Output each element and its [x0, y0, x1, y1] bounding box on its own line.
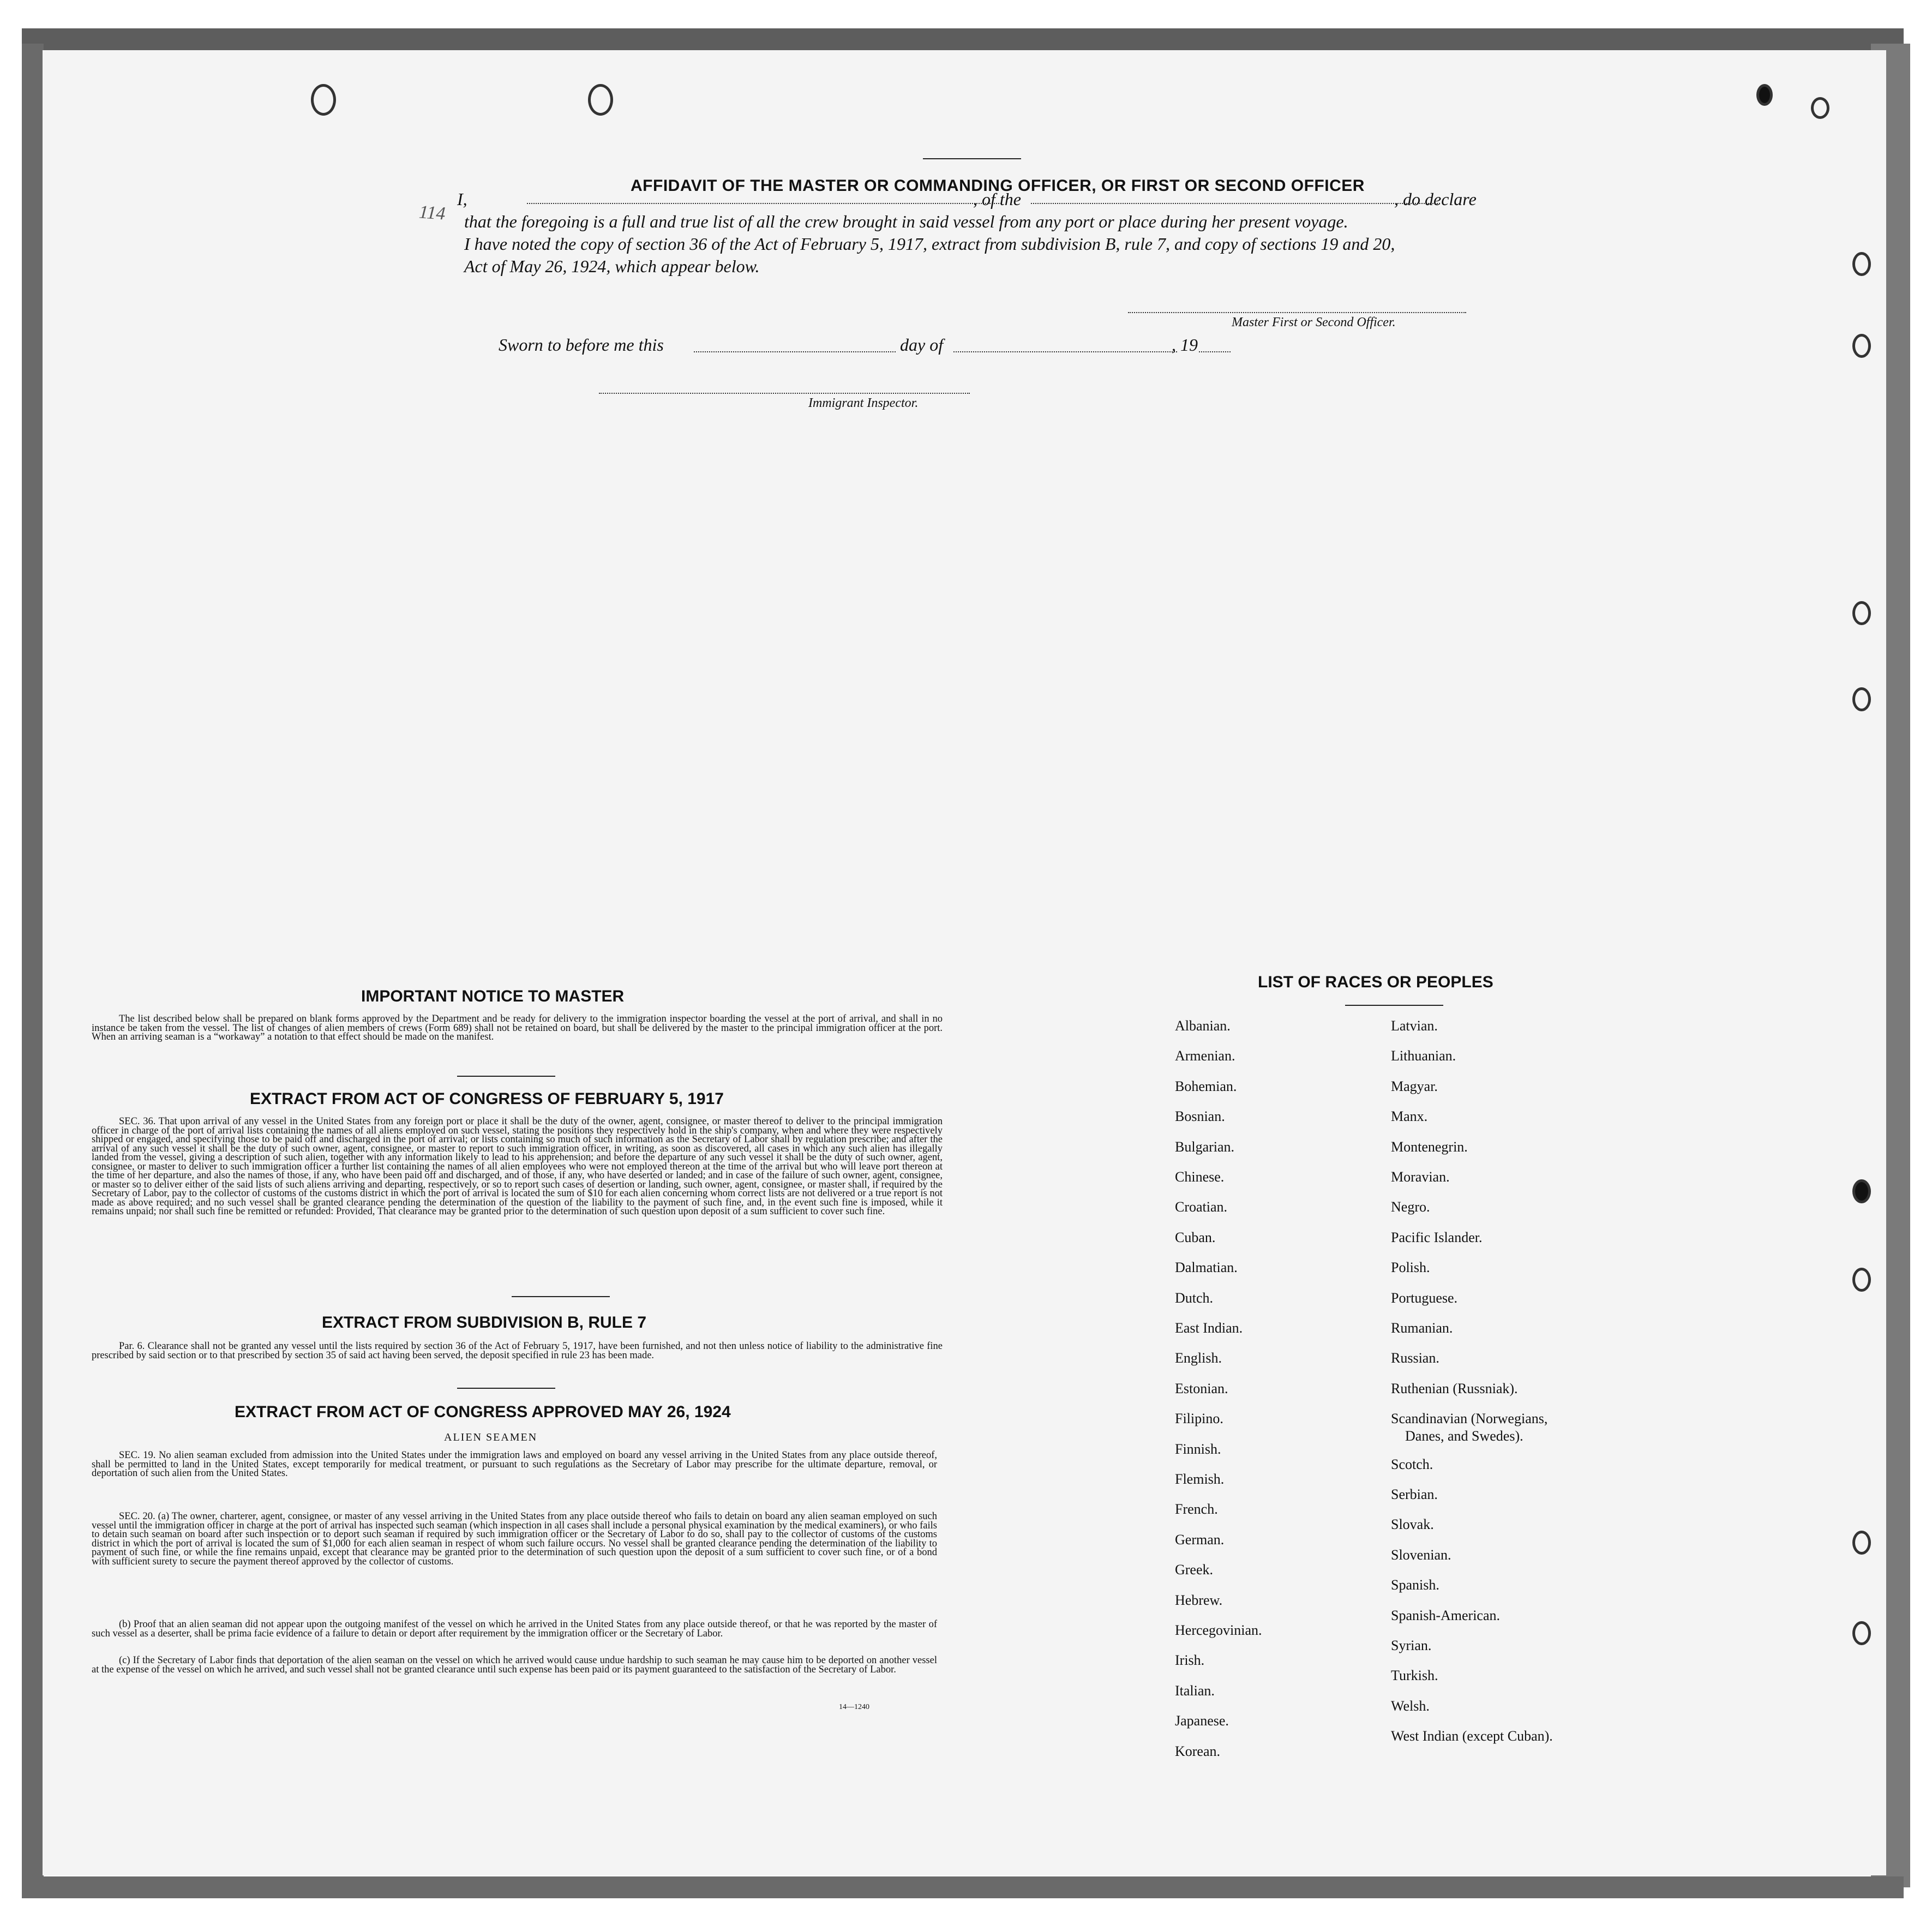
sworn-year-blank: [1199, 351, 1231, 352]
extract-1924-title: EXTRACT FROM ACT OF CONGRESS APPROVED MAY 26, 1924: [235, 1403, 731, 1421]
race-item: Flemish.: [1175, 1471, 1225, 1487]
title-divider: [923, 158, 1021, 159]
master-signature-line: [1128, 312, 1466, 313]
sworn-year: , 19: [1172, 335, 1198, 355]
race-item: East Indian.: [1175, 1320, 1243, 1336]
race-item: Moravian.: [1391, 1169, 1450, 1185]
race-item: Syrian.: [1391, 1638, 1432, 1653]
race-item: Pacific Islander.: [1391, 1229, 1483, 1245]
race-item: Danes, and Swedes).: [1405, 1428, 1523, 1444]
race-item: Ruthenian (Russniak).: [1391, 1380, 1518, 1396]
race-item: Slovak.: [1391, 1516, 1434, 1533]
sworn-day-blank: [694, 351, 896, 352]
race-item: Manx.: [1391, 1108, 1428, 1125]
race-item: German.: [1175, 1531, 1225, 1548]
sec-20c-text: (c) If the Secretary of Labor finds that deportation of the alien seaman on the vessel on which he arrived would cause undue hardship to such seaman he may cause him to be deported on another vessel at the expense of the vessel on which he arrived, and such vessel shall not be granted clearance until such expense has been paid or its payment guaranteed to the satisfaction of the Secretary of Labor.: [92, 1655, 937, 1675]
race-item: Japanese.: [1175, 1713, 1229, 1729]
race-item: Scandinavian (Norwegians,: [1391, 1411, 1548, 1427]
punch-hole-icon: [1852, 252, 1871, 276]
race-item: Spanish.: [1391, 1577, 1439, 1593]
races-title: LIST OF RACES OR PEOPLES: [1258, 973, 1493, 991]
race-item: Russian.: [1391, 1350, 1439, 1366]
race-item: Albanian.: [1175, 1018, 1231, 1034]
race-item: Scotch.: [1391, 1456, 1433, 1472]
race-item: West Indian (except Cuban).: [1391, 1728, 1553, 1744]
notice-title: IMPORTANT NOTICE TO MASTER: [361, 987, 625, 1005]
race-item: Montenegrin.: [1391, 1138, 1468, 1155]
form-number: 14—1240: [839, 1703, 869, 1711]
races-divider: [1345, 1005, 1443, 1006]
race-item: Bosnian.: [1175, 1108, 1225, 1125]
sworn-prefix: Sworn to before me this: [499, 335, 664, 355]
punch-hole-icon: [1852, 1621, 1871, 1645]
sworn-month-blank: [953, 351, 1177, 352]
affidavit-line-4: Act of May 26, 1924, which appear below.: [464, 256, 760, 276]
race-item: Bohemian.: [1175, 1078, 1237, 1094]
race-item: Welsh.: [1391, 1698, 1430, 1714]
affidavit-title: AFFIDAVIT OF THE MASTER OR COMMANDING OFFICER, OR FIRST OR SECOND OFFICER: [631, 177, 1365, 195]
punch-hole-icon: [311, 84, 336, 116]
extract-1917-text: SEC. 36. That upon arrival of any vessel in the United States from any foreign port or place it shall be the duty of the owner, agent, consignee, or master thereof to deliver to the principal immigration officer in charge of the port of arrival lists containing the names of all aliens employed on such vessel, stating the positions they respectively hold in the ship's company, when and where they were respectively shipped or engaged, and specifying those to be paid off and discharged in the port of arrival; or lists containing so much of such information as the Secretary of Labor shall by regulation prescribe; and after the arrival of any such vessel it shall be the duty of such owner, agent, consignee, or master to report to such immigration officer, in writing, as soon as discovered, all cases in which any such alien has illegally landed from the vessel, giving a description of such alien, together with any information likely to lead to his apprehension; and before the departure of any such vessel it shall be the duty of such owner, agent, consignee, or master to deliver to such immigration officer a further list containing the names of all alien employees who were not employed thereon at the time of the arrival but who will leave port thereon at the time of her departure, and also the names of those, if any, who have been paid off and discharged, and of those, if any, who have deserted or landed; and in case of the failure of such owner, agent, consignee, or master so to deliver either of the said lists of such aliens arriving and departing, respectively, or so to report such cases of desertion or landing, such owner, agent, consignee, or master shall, if required by the Secretary of Labor, pay to the collector of customs of the customs district in which the port of arrival is located the sum of $10 for each alien concerning whom correct lists are not delivered or a true report is not made as above required; and no such vessel shall be granted clearance pending the determination of the question of the liability to the payment of such fine, and, in the event such fine is imposed, while it remains unpaid; nor shall such fine be remitted or refunded: Provided, That clearance may be granted prior to the determination of such question upon deposit of a sum sufficient to cover such fine.: [92, 1116, 943, 1217]
race-item: Croatian.: [1175, 1199, 1228, 1215]
race-item: Bulgarian.: [1175, 1138, 1235, 1155]
race-item: Spanish-American.: [1391, 1607, 1501, 1623]
affidavit-line-2: that the foregoing is a full and true list of all the crew brought in said vessel from any port or place during her present voyage.: [464, 212, 1348, 231]
extract-1917-title: EXTRACT FROM ACT OF CONGRESS OF FEBRUARY 5, 1917: [250, 1090, 724, 1108]
race-item: Latvian.: [1391, 1018, 1438, 1034]
race-item: Dalmatian.: [1175, 1260, 1238, 1276]
rule7-title: EXTRACT FROM SUBDIVISION B, RULE 7: [322, 1314, 647, 1332]
race-item: Cuban.: [1175, 1229, 1216, 1245]
rule7-divider: [457, 1388, 555, 1389]
race-item: Turkish.: [1391, 1668, 1438, 1684]
inspector-signature-line: [599, 393, 970, 394]
punch-hole-icon: [1852, 687, 1871, 711]
race-item: Korean.: [1175, 1743, 1221, 1759]
race-item: Hercegovinian.: [1175, 1622, 1262, 1638]
punch-hole-icon: [1811, 97, 1829, 119]
notice-divider: [457, 1076, 555, 1077]
alien-seamen-subtitle: ALIEN SEAMEN: [444, 1431, 538, 1443]
race-item: Portuguese.: [1391, 1290, 1458, 1306]
race-item: Slovenian.: [1391, 1546, 1451, 1563]
affidavit-of-the: , of the: [973, 189, 1021, 209]
race-item: Serbian.: [1391, 1486, 1438, 1502]
race-item: Italian.: [1175, 1682, 1215, 1699]
race-item: Hebrew.: [1175, 1592, 1223, 1608]
rule7-text: Par. 6. Clearance shall not be granted any vessel until the lists required by section 36 of the Act of February 5, 1917, have been furnished, and not then unless notice of liability to the administrative fine prescribed by said section or to that prescribed by section 35 of said act having been served, the deposit specified in rule 23 has been made.: [92, 1341, 943, 1361]
race-item: Dutch.: [1175, 1290, 1214, 1306]
race-item: Chinese.: [1175, 1169, 1225, 1185]
punch-hole-icon: [1852, 334, 1871, 358]
race-item: English.: [1175, 1350, 1222, 1366]
race-item: Estonian.: [1175, 1380, 1228, 1396]
affidavit-i: I,: [457, 189, 467, 209]
punch-hole-icon: [1756, 84, 1773, 106]
race-item: Armenian.: [1175, 1048, 1235, 1064]
race-item: Magyar.: [1391, 1078, 1438, 1094]
race-item: Finnish.: [1175, 1441, 1221, 1457]
name-blank: [527, 203, 1001, 204]
master-signature-label: Master First or Second Officer.: [1232, 315, 1396, 329]
extract-1917-divider: [512, 1296, 610, 1297]
affidavit-declare: , do declare: [1394, 189, 1477, 209]
race-item: Greek.: [1175, 1562, 1214, 1578]
sworn-day-of: day of: [900, 335, 944, 355]
page-edge-bottom: [22, 1876, 1904, 1898]
sec-20b-text: (b) Proof that an alien seaman did not appear upon the outgoing manifest of the vessel on which he arrived in the United States from any place outside thereof, or that he was reported by the master of such vessel as a deserter, shall be prima facie evidence of a failure to detain or deport after requirement by the immigration officer or the Secretary of Labor.: [92, 1619, 937, 1639]
race-item: Lithuanian.: [1391, 1048, 1456, 1064]
punch-hole-icon: [1852, 1268, 1871, 1292]
race-item: Negro.: [1391, 1199, 1430, 1215]
race-item: Irish.: [1175, 1652, 1205, 1669]
race-item: Rumanian.: [1391, 1320, 1453, 1336]
notice-text: The list described below shall be prepared on blank forms approved by the Department and be ready for delivery to the immigration inspector boarding the vessel at the port of arrival, and shall in no instance be taken from the vessel. The list of changes of alien members of crews (Form 689) shall not be retained on board, but shall be delivered by the master to the principal immigration officer at the port. When an arriving seaman is a “workaway” a notation to that effect should be made on the manifest.: [92, 1014, 943, 1042]
punch-hole-icon: [588, 84, 613, 116]
document-page: [43, 50, 1886, 1875]
vessel-blank: [1031, 203, 1440, 204]
inspector-label: Immigrant Inspector.: [808, 396, 919, 410]
punch-hole-icon: [1852, 1179, 1871, 1203]
affidavit-line-3: I have noted the copy of section 36 of the Act of February 5, 1917, extract from subdivision B, rule 7, and copy of sections 19 and 20,: [464, 234, 1395, 254]
margin-handwritten-note: 114: [418, 202, 446, 224]
page-edge-left: [22, 44, 44, 1887]
punch-hole-icon: [1852, 1531, 1871, 1555]
sec-20a-text: SEC. 20. (a) The owner, charterer, agent, consignee, or master of any vessel arriving in the United States from any place outside thereof who fails to detain on board any alien seaman employed on such vessel until the immigration officer in charge at the port of arrival has inspected such seaman (which inspection in all cases shall include a personal physical examination by the medical examiners), or who fails to detain such seaman on board after such inspection or to deport such seaman if required by such immigration officer or the Secretary of Labor to do so, shall pay to the collector of customs of the customs district in which the port of arrival is located the sum of $1,000 for each alien seaman in respect of whom such failure occurs. No vessel shall be granted clearance pending the determination of the liability to payment of such fine, or while the fine remains unpaid, except that clearance may be granted prior to the determination of such question upon the deposit of a sum sufficient to cover such fine, or of a bond with sufficient surety to secure the payment thereof approved by the collector of customs.: [92, 1511, 937, 1567]
punch-hole-icon: [1852, 601, 1871, 625]
sec-19-text: SEC. 19. No alien seaman excluded from admission into the United States under the immigration laws and employed on board any vessel arriving in the United States from any place outside thereof, shall be permitted to land in the United States, except temporarily for medical treatment, or pursuant to such regulations as the Secretary of Labor may prescribe for the ultimate departure, removal, or deportation of such alien from the United States.: [92, 1450, 937, 1479]
race-item: French.: [1175, 1501, 1218, 1518]
race-item: Filipino.: [1175, 1411, 1223, 1427]
race-item: Polish.: [1391, 1260, 1430, 1276]
